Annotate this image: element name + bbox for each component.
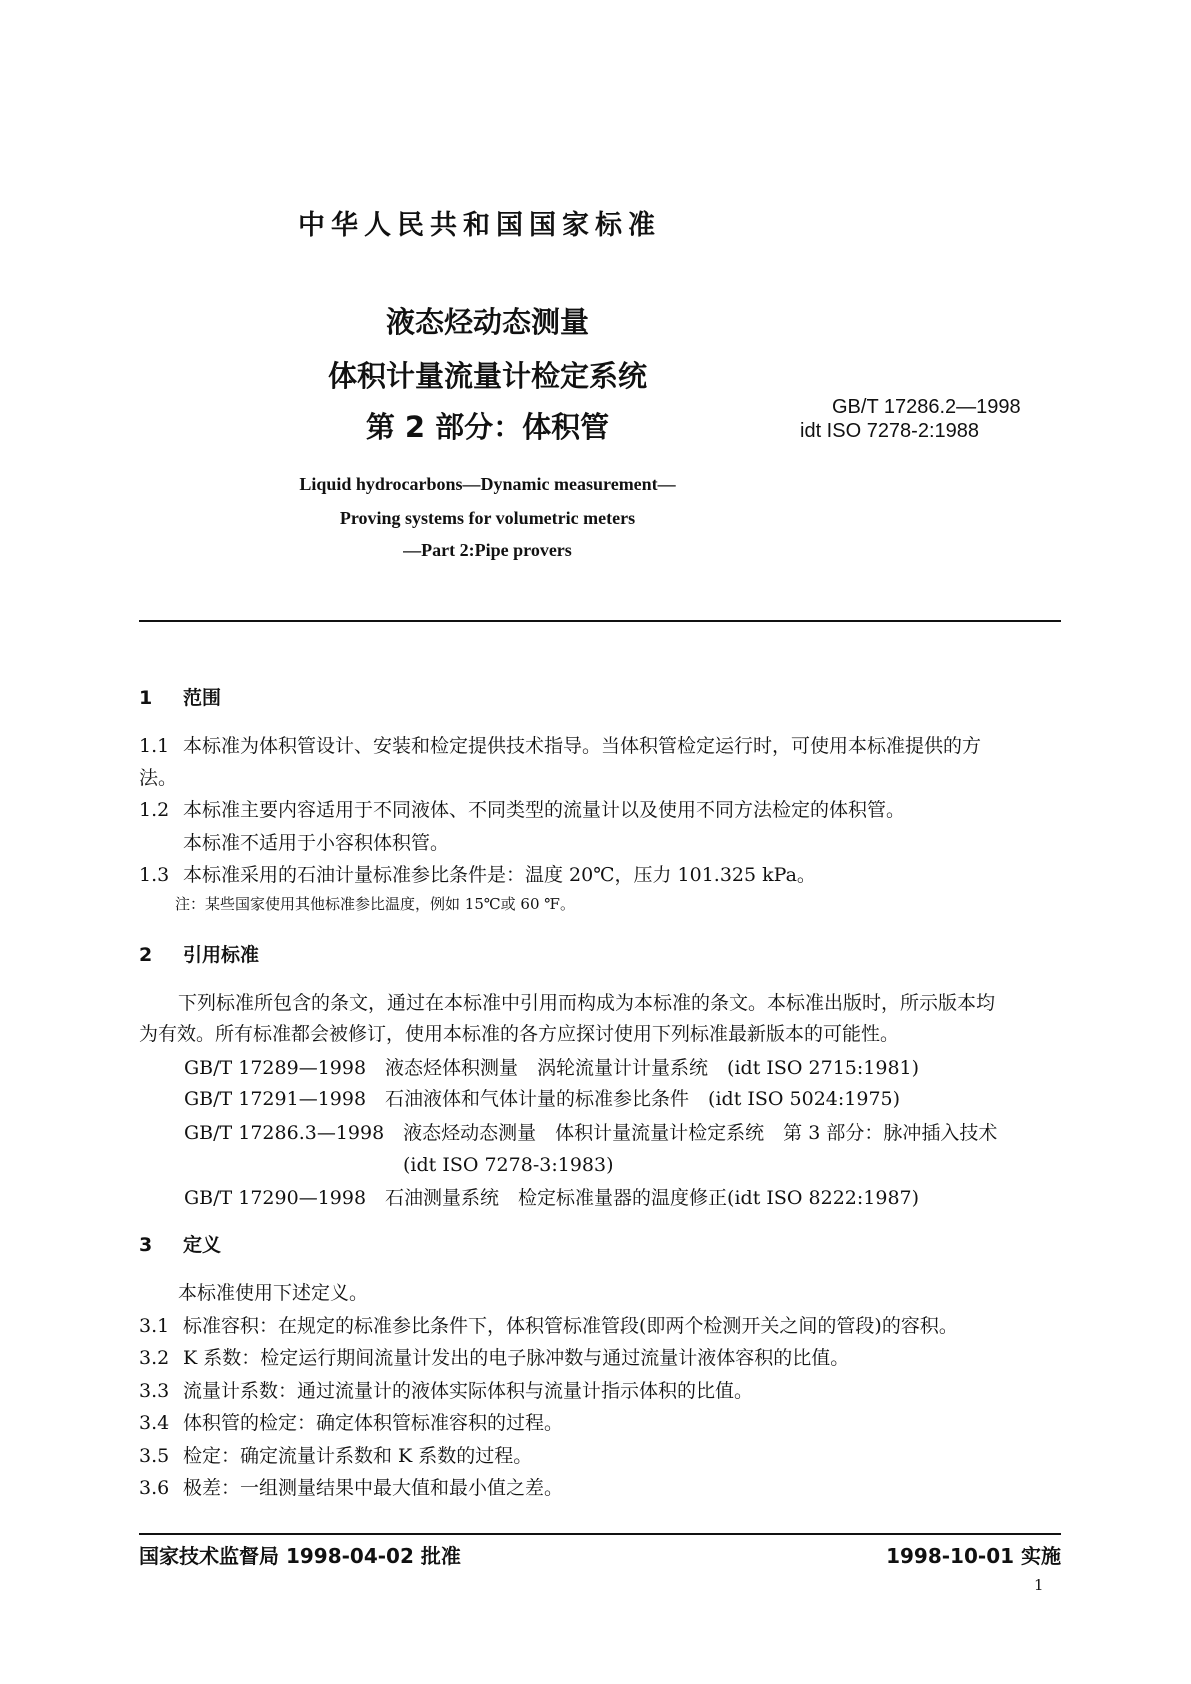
english-title-1: Liquid hydrocarbons—Dynamic measurement— bbox=[299, 474, 676, 494]
page-number: 1 bbox=[1034, 1576, 1044, 1594]
title-line-2: 体积计量流量计检定系统 bbox=[327, 359, 647, 393]
reference-item: GB/T 17289—1998 液态烃体积测量 涡轮流量计计量系统 (idt ISO 2715:1981) bbox=[184, 1057, 920, 1079]
section-2-heading: 2 引用标准 bbox=[139, 944, 260, 966]
section-3-heading: 3 定义 bbox=[139, 1234, 222, 1256]
section-1-heading: 1 范围 bbox=[139, 687, 222, 709]
clause-1-2: 1.2 本标准主要内容适用于不同液体、不同类型的流量计以及使用不同方法检定的体积管。 bbox=[139, 799, 906, 821]
note-1-3: 注：某些国家使用其他标准参比温度，例如 15℃或 60 ℉。 bbox=[175, 895, 575, 913]
standard-code: GB/T 17286.2—1998 bbox=[832, 396, 1021, 418]
definition-3-6: 3.6 极差：一组测量结果中最大值和最小值之差。 bbox=[139, 1477, 564, 1499]
definition-3-3: 3.3 流量计系数：通过流量计的液体实际体积与流量计指示体积的比值。 bbox=[139, 1380, 754, 1402]
reference-item-cont: (idt ISO 7278-3:1983) bbox=[403, 1154, 614, 1176]
reference-item: GB/T 17286.3—1998 液态烃动态测量 体积计量流量计检定系统 第 3 部分：脉冲插入技术 bbox=[184, 1122, 998, 1144]
effective-date: 1998-10-01 实施 bbox=[886, 1544, 1061, 1568]
reference-item: GB/T 17291—1998 石油液体和气体计量的标准参比条件 (idt ISO 5024:1975) bbox=[184, 1088, 901, 1110]
clause-1-2-cont: 本标准不适用于小容积体积管。 bbox=[183, 832, 450, 854]
title-line-1: 液态烃动态测量 bbox=[385, 305, 589, 339]
section-2-intro-1: 下列标准所包含的条文，通过在本标准中引用而构成为本标准的条文。本标准出版时，所示版本均 bbox=[178, 992, 996, 1014]
country-standard-heading: 中华人民共和国国家标准 bbox=[298, 210, 661, 241]
definition-3-2: 3.2 K 系数：检定运行期间流量计发出的电子脉冲数与通过流量计液体容积的比值。 bbox=[139, 1347, 850, 1369]
clause-1-3: 1.3 本标准采用的石油计量标准参比条件是：温度 20℃，压力 101.325 kPa。 bbox=[139, 864, 816, 886]
header-divider bbox=[139, 620, 1061, 622]
clause-1-1: 1.1 本标准为体积管设计、安装和检定提供技术指导。当体积管检定运行时，可使用本标准提供的方 bbox=[139, 735, 982, 757]
section-3-intro: 本标准使用下述定义。 bbox=[178, 1282, 369, 1304]
english-title-3: —Part 2:Pipe provers bbox=[403, 540, 572, 560]
definition-3-4: 3.4 体积管的检定：确定体积管标准容积的过程。 bbox=[139, 1412, 564, 1434]
clause-1-1-cont: 法。 bbox=[139, 767, 178, 789]
section-2-intro-2: 为有效。所有标准都会被修订，使用本标准的各方应探讨使用下列标准最新版本的可能性。 bbox=[139, 1023, 900, 1045]
title-line-3: 第 2 部分：体积管 bbox=[365, 410, 610, 444]
approval-date: 国家技术监督局 1998-04-02 批准 bbox=[139, 1544, 461, 1568]
definition-3-1: 3.1 标准容积：在规定的标准参比条件下，体积管标准管段(即两个检测开关之间的管段)的容积。 bbox=[139, 1315, 958, 1337]
definition-3-5: 3.5 检定：确定流量计系数和 K 系数的过程。 bbox=[139, 1445, 533, 1467]
idt-code: idt ISO 7278-2:1988 bbox=[800, 420, 980, 442]
footer-divider bbox=[139, 1533, 1061, 1535]
reference-item: GB/T 17290—1998 石油测量系统 检定标准量器的温度修正(idt ISO 8222:1987) bbox=[184, 1187, 920, 1209]
english-title-2: Proving systems for volumetric meters bbox=[339, 508, 636, 528]
